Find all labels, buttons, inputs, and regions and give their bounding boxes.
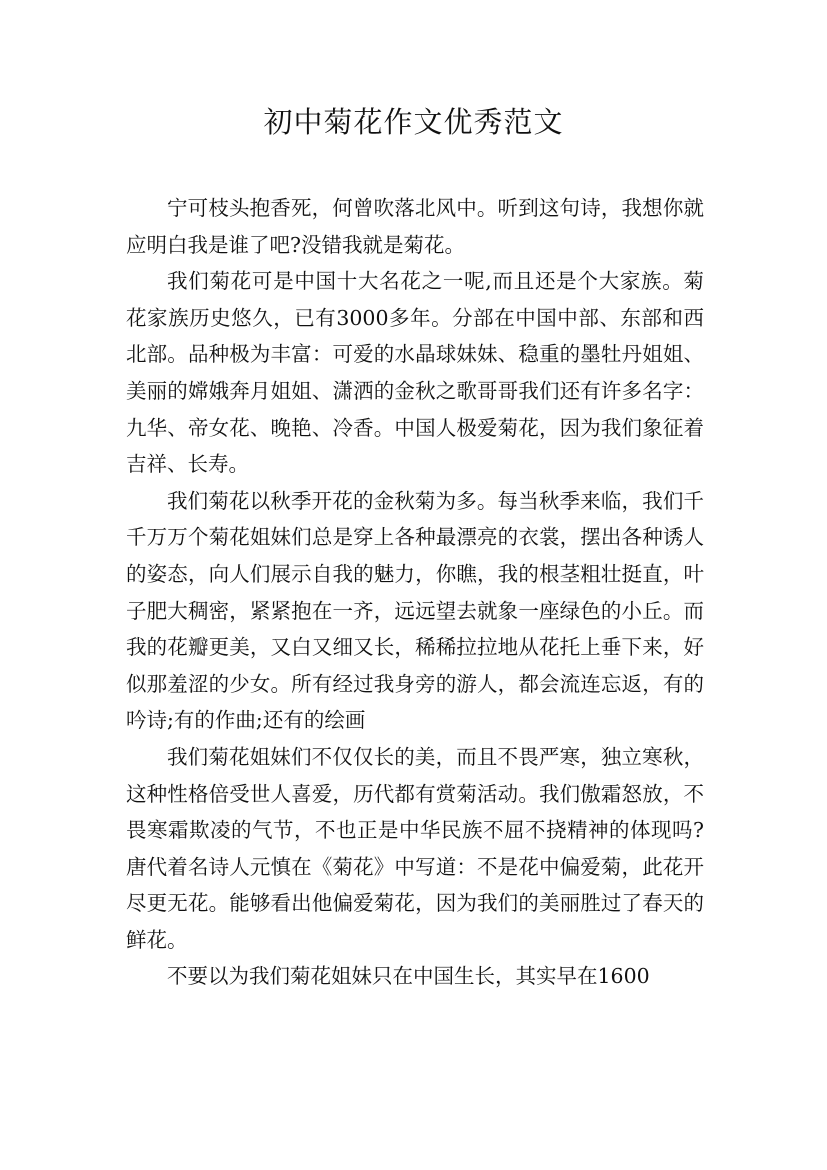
paragraph-1: 宁可枝头抱香死，何曾吹落北风中。听到这句诗，我想你就应明白我是谁了吧?没错我就是菊花。 <box>126 196 704 257</box>
paragraph-2: 我们菊花可是中国十大名花之一呢,而且还是个大家族。菊花家族历史悠久，已有3000多年。分部在中国中部、东部和西北部。品种极为丰富：可爱的水晶球妹妹、稳重的墨牡丹姐姐、美丽的嫦娥奔月姐姐、潇洒的金秋之歌哥哥我们还有许多名字：九华、帝女花、晚艳、冷香。中国人极爱菊花，因为我们象征着吉祥、长寿。 <box>126 269 704 477</box>
document-title: 初中菊花作文优秀范文 <box>263 105 564 139</box>
document-body <box>126 190 704 995</box>
paragraph-5: 不要以为我们菊花姐妹只在中国生长，其实早在1600 <box>167 964 650 989</box>
paragraph-3: 我们菊花以秋季开花的金秋菊为多。每当秋季来临，我们千千万万个菊花姐妹们总是穿上各种最漂亮的衣裳，摆出各种诱人的姿态，向人们展示自我的魅力，你瞧，我的根茎粗壮挺直，叶子肥大稠密，紧紧抱在一齐，远远望去就象一座绿色的小丘。而我的花瓣更美，又白又细又长，稀稀拉拉地从花托上垂下来，好似那羞涩的少女。所有经过我身旁的游人，都会流连忘返，有的吟诗;有的作曲;还有的绘画 <box>126 488 704 733</box>
paragraph-4: 我们菊花姐妹们不仅仅长的美，而且不畏严寒，独立寒秋，这种性格倍受世人喜爱，历代都有赏菊活动。我们傲霜怒放，不畏寒霜欺凌的气节，不也正是中华民族不屈不挠精神的体现吗?唐代着名诗人元慎在《菊花》中写道：不是花中偏爱菊，此花开尽更无花。能够看出他偏爱菊花，因为我们的美丽胜过了春天的鲜花。 <box>126 744 704 952</box>
